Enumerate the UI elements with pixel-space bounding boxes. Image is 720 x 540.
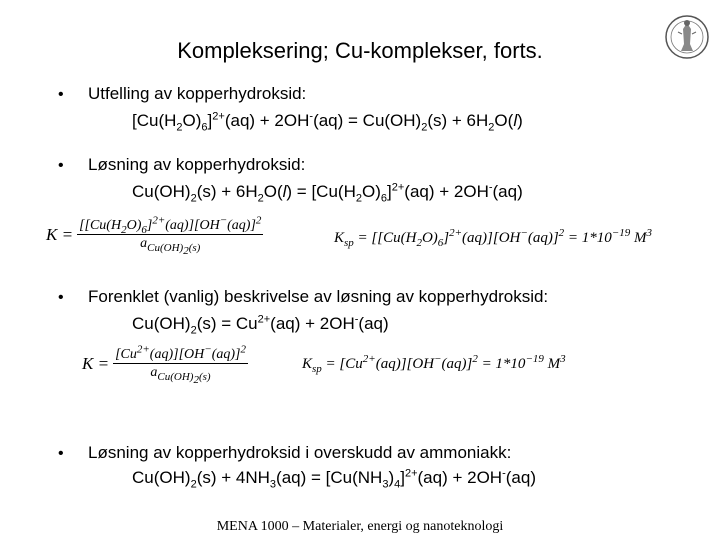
equilibrium-constant-expression-simplified: K = $\frac{[Cu^{2+}(aq)][OH^-(aq)]^2}{a_{Cu(OH)_2(s)}}$ bbox=[82, 343, 246, 386]
bullet-marker: • bbox=[58, 445, 64, 462]
bullet-heading-dissolution: Løsning av kopperhydroksid: bbox=[88, 155, 306, 174]
slide-title: Kompleksering; Cu-komplekser, forts. bbox=[177, 38, 543, 63]
bullet-marker: • bbox=[58, 86, 64, 103]
bullet-marker: • bbox=[58, 289, 64, 306]
slide-footer: MENA 1000 – Materialer, energi og nanoteknologi bbox=[216, 519, 504, 534]
bullet-heading-simplified: Forenklet (vanlig) beskrivelse av løsning av kopperhydroksid: bbox=[88, 287, 549, 306]
equation-ammonia: $Cu(OH)_2(s) + 4NH_3(aq) = [Cu(NH_3)_4]^{2+}(aq) + 2OH^-(aq)$ bbox=[132, 467, 536, 491]
equation-simplified: $Cu(OH)_2(s) = Cu^{2+}(aq) + 2OH^-(aq)$ bbox=[132, 313, 389, 337]
bullet-heading-ammonia: Løsning av kopperhydroksid i overskudd av ammoniakk: bbox=[88, 443, 512, 462]
equation-dissolution: $Cu(OH)_2(s) + 6H_2O(l) = [Cu(H_2O)_6]^{2+}(aq) + 2OH^-(aq)$ bbox=[132, 181, 523, 205]
solubility-product-expression-simplified: $K_{sp} = [Cu^{2+}(aq)][OH^-(aq)]^2 = 1*10^{-19}$ $M^3$ bbox=[302, 353, 566, 375]
bullet-marker: • bbox=[58, 157, 64, 174]
bullet-heading-precipitation: Utfelling av kopperhydroksid: bbox=[88, 84, 307, 103]
equation-precipitation: $[Cu(H_2O)_6]^{2+}(aq) + 2OH^-(aq) = Cu(OH)_2(s) + 6H_2O(l)$ bbox=[132, 110, 523, 134]
equilibrium-constant-expression: K = $\frac{[[Cu(H_2O)_6]^{2+}(aq)][OH^-(aq)]^2}{a_{Cu(OH)_2(s)}}$ bbox=[46, 214, 262, 257]
solubility-product-expression: $K_{sp} = [[Cu(H_2O)_6]^{2+}(aq)][OH^-(aq)]^2 = 1*10^{-19}$ $M^3$ bbox=[334, 227, 652, 249]
